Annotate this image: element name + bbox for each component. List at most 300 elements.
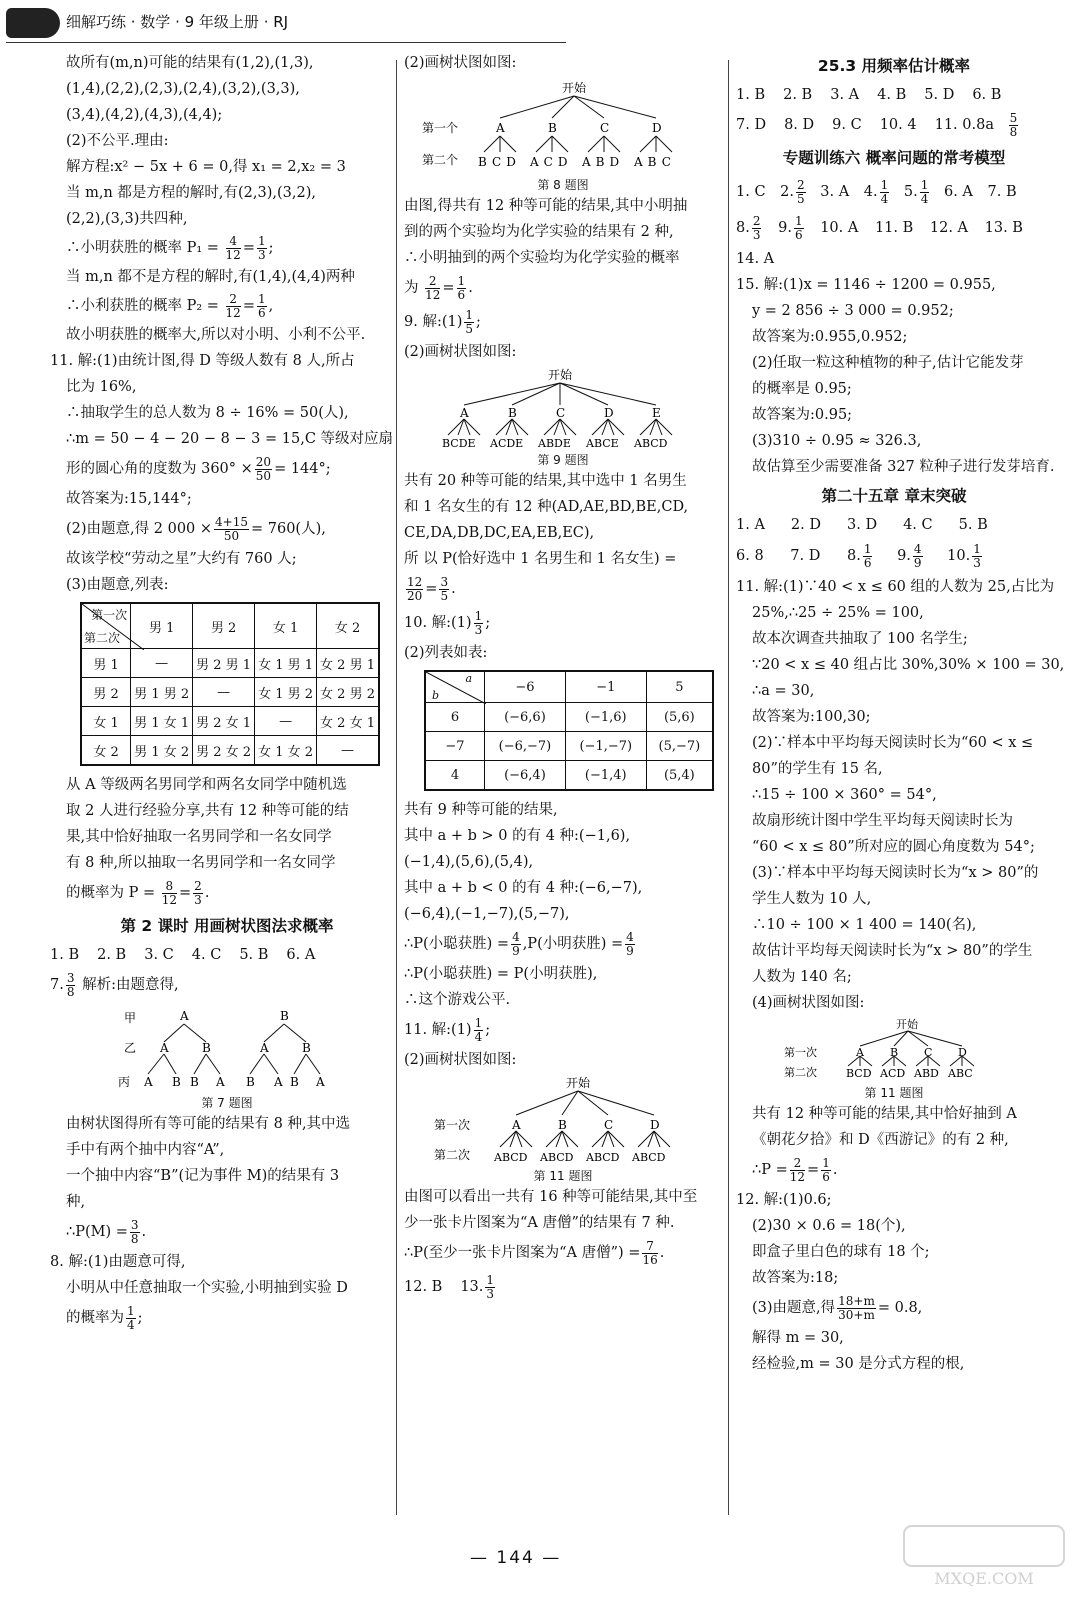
tree-nodes [493,1118,666,1164]
node: C [924,1046,933,1059]
node: B [280,1009,289,1023]
denominator: 8 [1009,124,1018,139]
text-line: (3)由题意,列表: [66,577,169,593]
answer: 3. D [847,517,878,533]
text-line: ∴10 ÷ 100 × 1 400 = 140(名), [752,917,977,933]
answer: 12. A [929,220,969,236]
text: ∴P(至少一张卡片图案为“A 唐僧”) = [404,1245,641,1261]
denominator: 3 [474,622,483,637]
leaf-group: BCDE [442,437,476,450]
table-cell: (5,−7) [646,732,713,761]
table-row [81,649,379,678]
node: B [246,1075,255,1089]
table-cell: 男 2 女 1 [193,707,255,736]
node: A [180,1009,189,1023]
answer: 5. B [958,517,988,533]
answer: 8. [846,548,861,564]
fraction [226,293,241,320]
text-line: 故答案为:15,144°; [66,491,192,507]
text-line: 经检验,m = 30 是分式方程的根, [752,1356,965,1372]
answer: 3. A [820,184,850,200]
text-line: 故所有(m,n)可能的结果有(1,2),(1,3), [66,55,314,71]
table-cell: 男 1 女 2 [131,736,193,766]
table-cell: 男 2 女 2 [193,736,255,766]
table-cell: 女 1 男 2 [255,678,317,707]
numerator: 1 [920,177,929,192]
text-line: 故本次调查共抽取了 100 名学生; [752,631,968,647]
answer: 1. A [736,517,765,533]
fraction [880,179,890,206]
fraction [126,1305,136,1332]
tree-diagram-q7 [66,1002,366,1094]
table-cell: 女 2 男 2 [317,678,379,707]
answer: 3. C [144,947,174,963]
leaf-group: ACD [530,155,573,169]
text-line: 80”的学生有 15 名, [752,761,883,777]
node: A [160,1041,169,1055]
numerator: 1 [474,1015,483,1030]
answer: 9. C [832,117,862,133]
leaf-group: ABC [948,1067,973,1080]
row-label: 第一次 [434,1118,471,1132]
figure-caption: 第 11 题图 [864,1086,924,1100]
row-header: 男 2 [81,678,131,707]
answer-row [736,174,1052,210]
answer-row [736,512,1052,538]
answer: 1. C [736,184,766,200]
row-label: 第二次 [434,1148,471,1162]
row-label: 丙 [118,1075,131,1089]
text-line [736,1291,1052,1325]
fraction [66,972,76,999]
table-cell: 女 2 男 1 [317,649,379,678]
column-header: 男 1 [131,603,193,649]
node: B [508,406,517,420]
node: A [512,1118,521,1132]
tree-nodes [143,1009,325,1089]
node: B [202,1041,211,1055]
answer: 2. B [783,87,813,103]
denominator: 4 [474,1029,483,1044]
text-line: 故扇形统计图中学生平均每天阅读时长为 [752,813,1013,829]
text-line [66,512,388,546]
column-header: 男 2 [193,603,255,649]
text: ,P(小明获胜) = [522,936,624,952]
numerator: 4+15 [215,514,248,529]
text-line [66,452,388,486]
sum-table [424,670,714,791]
numerator: 18+m [838,1293,875,1308]
answer: 10. [947,548,971,564]
question-10: 10. 解:(1) $\frac{1}{3}$ ; [404,608,491,637]
tree-edges [148,1024,320,1074]
row-label: 第二个 [422,153,459,167]
text: ∴P(小聪获胜) = [404,936,510,952]
text: 形的圆心角的度数为 360° × [66,461,253,477]
fraction [474,1017,484,1044]
denominator: 3 [752,227,761,242]
node: A [144,1075,153,1089]
leaf-group: ABD [582,155,625,169]
text-line: CE,DA,DB,DC,EA,EB,EC), [404,525,595,541]
question-11: 11. 解:(1)由统计图,得 D 等级人数有 8 人,所占 [50,353,355,369]
text-line: (3)∵样本中平均每天阅读时长为“x > 80”的 [752,865,1039,881]
answer: 7. D [736,117,767,133]
text: 解析:由题意得, [82,977,179,993]
denominator: 4 [127,1317,135,1332]
leaf-group: ABCD [634,437,668,450]
denominator: 9 [913,555,922,570]
denominator: 3 [486,1286,495,1301]
lesson-heading: 第 2 课时 用画树状图法求概率 [120,917,334,935]
node: D [958,1046,967,1059]
denominator: 3 [257,247,266,262]
text-line: ∴抽取学生的总人数为 8 ÷ 16% = 50(人), [66,405,349,421]
text-line: ∴小明抽到的两个实验均为化学实验的概率 [404,250,680,266]
column-divider [728,60,729,1515]
text-line: ∴P(小聪获胜) = P(小明获胜), [404,966,598,982]
text-line: (2)∵样本中平均每天阅读时长为“60 < x ≤ [752,735,1034,751]
text-line: 共有 9 种等可能的结果, [404,802,558,818]
node: B [290,1075,299,1089]
fraction [255,456,272,483]
row-label: 第一个 [422,121,459,135]
watermark-logo [900,1520,1070,1590]
text-line: 由图,得共有 12 种等可能的结果,其中小明抽 [404,198,688,214]
fraction [130,1219,140,1246]
numerator: 5 [1009,110,1018,125]
text-line: 的概率是 0.95; [752,381,852,397]
numerator: 1 [822,1155,830,1170]
text-line: 故小明获胜的概率大,所以对小明、小利不公平. [66,327,366,343]
text-line: (2)任取一粒这种植物的种子,估计它能发芽 [752,355,1024,371]
table-row [81,707,379,736]
answer: 13. [460,1279,484,1295]
text-line [404,927,722,961]
numerator: 12 [407,574,423,589]
numerator: 1 [257,291,266,306]
text-line: y = 2 856 ÷ 3 000 = 0.952; [752,303,954,319]
fraction [464,309,474,336]
question-7 [50,968,388,1002]
table-cell: — [255,707,317,736]
column-header: 5 [646,671,713,703]
node: A [856,1046,864,1059]
text-line: (2)不公平.理由: [66,133,169,149]
denominator: 9 [626,943,634,958]
fraction [821,1157,831,1184]
text-line: 即盒子里白色的球有 18 个; [752,1244,930,1260]
fraction [425,275,440,302]
text-line: (2)画树状图如图: [404,344,517,360]
table-cell: (−1,4) [565,761,646,791]
denominator: 3 [973,555,981,570]
text-line: 小明从中任意抽取一个实验,小明抽到实验 D [66,1280,348,1296]
text-line: 人数为 140 名; [752,969,852,985]
row-header: 6 [425,703,485,732]
answer-row [736,108,1052,142]
tree-nodes [442,406,668,450]
answer-row [50,942,388,968]
leaf-group: ACD [880,1067,906,1080]
column-left [50,50,394,1335]
numerator: 1 [127,1303,135,1318]
question-9: 9. 解:(1) $\frac{1}{5}$ ; [404,307,481,336]
denominator: 6 [863,555,872,570]
answer: 4. C [903,517,933,533]
column-divider [396,60,397,1515]
table-cell: — [131,649,193,678]
text-line: 的概率为 $\frac{1}{4}$ ; [66,1303,143,1332]
answer-row [404,1270,722,1304]
leaf-group: ACDE [490,437,524,450]
text-line: 手中有两个抽中内容“A”, [66,1142,225,1158]
denominator: 6 [457,287,466,302]
text-line: 故答案为:100,30; [752,709,871,725]
answer: 6. A [286,947,316,963]
denominator: 9 [512,943,520,958]
tree-diagram-q11b [736,1016,1046,1084]
numerator: 1 [465,307,474,322]
text-line: 故答案为:18; [752,1270,839,1286]
leaf-group: BCD [478,155,521,169]
text-line: 由树状图得所有等可能的结果有 8 种,其中选 [66,1116,351,1132]
text: 11. 解:(1) [404,1022,472,1038]
text-line: 有 8 种,所以抽取一名男同学和一名女同学 [66,855,336,871]
answer-row [736,82,1052,108]
answer: 2. D [790,517,821,533]
node: B [172,1075,181,1089]
fraction [406,576,423,603]
fraction [752,215,762,242]
tree-diagram-q11 [404,1073,714,1167]
fraction [474,610,484,637]
section-heading: 第二十五章 章末突破 [821,487,967,505]
book-title: 细解巧练 · 数学 · 9 年级上册 · RJ [66,13,289,31]
table-cell: 男 1 女 1 [131,707,193,736]
text: ∴P(M) = [66,1224,128,1240]
leaf-group: ABCD [586,1151,620,1164]
column-header: 女 1 [255,603,317,649]
question-11: 11. 解:(1)∵40 < x ≤ 60 组的人数为 25,占比为 [736,579,1055,595]
answer: 7. B [987,184,1017,200]
fraction [920,179,930,206]
text-line: 共有 12 种等可能的结果,其中恰好抽到 A [752,1106,1017,1122]
row-label: 乙 [124,1041,137,1055]
text-line: (2,2),(3,3)共四种, [66,211,188,227]
denominator: 5 [797,191,805,206]
numerator: 1 [257,233,266,248]
fraction [863,543,873,570]
answer: 10. A [820,220,859,236]
text-line: 其中 a + b < 0 的有 4 种:(−6,−7), [404,880,643,896]
question-11: 11. 解:(1) $\frac{1}{4}$ ; [404,1015,491,1044]
text: = 0.8, [877,1300,923,1316]
leaf-group: ABDE [538,437,571,450]
node: A [460,406,469,420]
table-cell: 男 1 男 2 [131,678,193,707]
node: D [652,121,662,135]
answer: 8. [736,220,750,236]
node: A [274,1075,283,1089]
table-cell: 女 1 女 2 [255,736,317,766]
denominator: 12 [425,287,441,302]
text-line: 从 A 等级两名男同学和两名女同学中随机选 [66,777,347,793]
text: = 144°; [274,461,331,477]
row-header: 男 1 [81,649,131,678]
text-line: (2)画树状图如图: [404,55,517,71]
answer: 5. D [924,87,955,103]
denominator: 30+m [838,1307,875,1322]
tree-diagram-q9 [404,365,714,451]
fraction [1009,112,1019,139]
fraction [794,215,804,242]
numerator: 1 [880,177,889,192]
numerator: 4 [512,929,520,944]
numerator: 20 [255,454,272,469]
fraction [625,931,635,958]
text: = 760(人), [251,521,326,537]
tree-root: 开始 [562,81,587,95]
text-line: 其中 a + b > 0 的有 4 种:(−1,6), [404,828,631,844]
text-line: 故答案为:0.955,0.952; [752,329,908,345]
tree-edges [500,1091,670,1147]
text-line: ∴这个游戏公平. [404,992,511,1008]
node: A [216,1075,225,1089]
tree-nodes [478,121,676,169]
text: ∴P = [752,1162,788,1178]
table-row [425,761,713,791]
text-line: ∴15 ÷ 100 × 360° = 54°, [752,787,937,803]
numerator: 8 [162,880,177,894]
node: A [496,121,505,135]
answer: 5. [903,184,918,200]
text-line: 取 2 人进行经验分享,共有 12 种等可能的结 [66,803,349,819]
text-line: (2)画树状图如图: [404,1052,517,1068]
corner-label: 第一次 [91,608,128,622]
text-line: 故估算至少需要准备 327 粒种子进行发芽培育. [752,459,1055,475]
text: 10. 解:(1) [404,615,472,631]
text-line: 比为 16%, [66,379,137,395]
answer: 9. [897,548,911,564]
table-row [425,703,713,732]
text: 为 [404,280,419,296]
text-line: “60 < x ≤ 80”所对应的圆心角度数为 54°; [752,839,1035,855]
numerator: 1 [863,541,872,556]
fraction [257,235,267,262]
text-line: 的概率为 P = $\frac{8}{12}$ = $\frac{2}{3}$ . [66,878,210,907]
text-line: ∴a = 30, [752,683,815,699]
header-rule [6,42,566,43]
figure-caption: 第 8 题图 [537,178,589,192]
table-cell: — [317,736,379,766]
answer: 1. B [736,87,766,103]
fraction [439,576,449,603]
text-line: (−6,4),(−1,−7),(5,−7), [404,906,570,922]
table-cell: (−6,6) [485,703,566,732]
table-cell: 男 2 男 1 [193,649,255,678]
text: ∴小利获胜的概率 P₂ = [66,298,219,314]
table-row [81,678,379,707]
text-line: 到的两个实验均为化学实验的结果有 2 种, [404,224,674,240]
row-label: 第一次 [784,1046,817,1059]
answer: 10. 4 [879,117,917,133]
answer: 7. D [790,548,821,564]
answer-row [736,538,1052,574]
text-line: ∴P = $\frac{2}{12}$ = $\frac{1}{6}$ . [752,1155,838,1184]
text-line: 25%,∴25 ÷ 25% = 100, [752,605,924,621]
denominator: 4 [880,191,889,206]
table-cell: (5,6) [646,703,713,732]
numerator: 1 [973,541,981,556]
answer: 6. B [972,87,1002,103]
table-cell: (−6,−7) [485,732,566,761]
header-tab [6,8,60,38]
column-header: −1 [565,671,646,703]
denominator: 5 [465,321,474,336]
text-line: 《朝花夕拾》和 D《西游记》的有 2 种, [752,1132,1009,1148]
denominator: 4 [920,191,929,206]
node: B [558,1118,567,1132]
table-corner [425,671,485,703]
table-cell: 女 2 女 1 [317,707,379,736]
text-line: (4)画树状图如图: [752,995,865,1011]
watermark-text: MXQE.COM [934,1569,1034,1588]
tree-diagram-q8 [404,76,714,176]
numerator: 2 [797,177,805,192]
table-cell: — [193,678,255,707]
row-header: 女 2 [81,736,131,766]
tree-edges [848,1031,974,1066]
node: A [316,1075,325,1089]
answer: 12. B [404,1279,443,1295]
leaf-group: ABCD [494,1151,528,1164]
node: C [600,121,610,135]
answer: 4. [863,184,878,200]
corner-label: a [465,672,472,685]
node: B [302,1041,311,1055]
answer: 5. B [239,947,269,963]
text: ∴小明获胜的概率 P₁ = [66,240,219,256]
numerator: 3 [66,970,75,985]
text-line: ∴小利获胜的概率 P₂ = $\frac{2}{12}$ = $\frac{1}{6}$ , [66,291,274,320]
node: C [556,406,566,420]
answer: 4. B [877,87,907,103]
column-header: 女 2 [317,603,379,649]
text-line: 少一张卡片图案为“A 唐僧”的结果有 7 种. [404,1215,675,1231]
tree-root: 开始 [548,368,573,382]
leaf-group: BCD [846,1067,872,1080]
fraction [257,293,267,320]
text: (3)由题意,得 [752,1300,836,1316]
tree-root: 开始 [566,1076,591,1090]
denominator: 6 [822,1169,830,1184]
denominator: 6 [794,227,803,242]
text-line: 所 以 P(恰好选中 1 名男生和 1 名女生) = [404,551,677,567]
numerator: 1 [474,608,483,623]
numerator: 2 [425,275,440,289]
fraction [913,543,923,570]
text-line: ∴P(M) = $\frac{3}{8}$ . [66,1217,147,1246]
numerator: 2 [752,213,761,228]
table-cell: 女 1 男 1 [255,649,317,678]
text: 的概率为 [66,1310,124,1326]
column-header: −6 [485,671,566,703]
text-line: (3,4),(4,2),(4,3),(4,4); [66,107,223,123]
table-row [425,732,713,761]
text-line: (−1,4),(5,6),(5,4), [404,854,534,870]
table-cell: (−1,6) [565,703,646,732]
